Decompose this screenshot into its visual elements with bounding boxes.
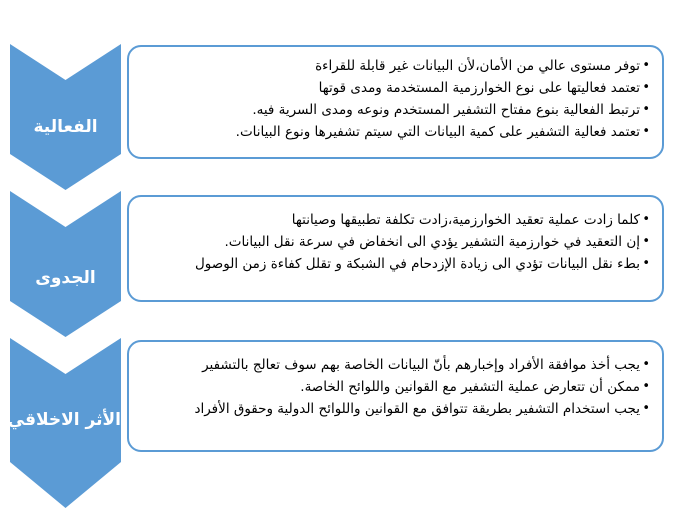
list-item-text: يجب أخذ موافقة الأفراد وإخبارهم بأنّ البيانات الخاصة بهم سوف تعالج بالتشفير (202, 357, 640, 373)
list-item-text: ممكن أن تتعارض عملية التشفير مع القوانين واللوائح الخاصة. (300, 379, 640, 395)
bullet-icon: • (642, 379, 650, 394)
list-item-text: إن التعقيد في خوارزمية التشفير يؤدي الى انخفاض في سرعة نقل البيانات. (224, 234, 640, 250)
list-item-text: تعتمد فعاليتها على نوع الخوارزمية المستخدمة ومدى قوتها (318, 80, 640, 96)
panel-ethical-impact (127, 340, 664, 452)
chevron-label-effectiveness: الفعالية (33, 117, 98, 137)
bullet-icon: • (642, 212, 650, 227)
list-item (145, 231, 650, 253)
list-item-text: بطء نقل البيانات تؤدي الى زيادة الإزدحام في الشبكة و تقلل كفاءة زمن الوصول (195, 256, 640, 272)
panel-feasibility (127, 195, 664, 302)
chevron-ethical-impact (7, 338, 121, 508)
list-item-text: ترتبط الفعالية بنوع مفتاح التشفير المستخدم ونوعه ومدى السرية فيه. (252, 102, 640, 118)
chevron-feasibility (10, 191, 121, 337)
list-item (145, 354, 650, 376)
bullet-list-effectiveness (145, 55, 650, 143)
list-item (145, 253, 650, 275)
list-item (145, 55, 650, 77)
chevron-shape (10, 191, 121, 337)
bullet-icon: • (642, 357, 650, 372)
bullet-icon: • (642, 401, 650, 416)
bullet-list-ethical-impact (145, 354, 650, 420)
list-item-text: كلما زادت عملية تعقيد الخوارزمية،زادت تكلفة تطبيقها وصيانتها (291, 212, 640, 228)
list-item (145, 77, 650, 99)
panel-effectiveness (127, 45, 664, 159)
bullet-icon: • (642, 58, 650, 73)
list-item-text: يجب استخدام التشفير بطريقة تتوافق مع القوانين واللوائح الدولية وحقوق الأفراد (194, 401, 640, 417)
list-item (145, 209, 650, 231)
chevron-label-ethical-impact: الأثر الاخلاقي (7, 410, 121, 430)
bullet-icon: • (642, 234, 650, 249)
bullet-icon: • (642, 124, 650, 139)
list-item (145, 398, 650, 420)
bullet-list-feasibility (145, 209, 650, 275)
bullet-icon: • (642, 80, 650, 95)
chevron-effectiveness (10, 44, 121, 190)
list-item (145, 99, 650, 121)
list-item (145, 121, 650, 143)
list-item (145, 376, 650, 398)
bullet-icon: • (642, 102, 650, 117)
chevron-label-feasibility: الجدوى (35, 268, 96, 288)
list-item-text: توفر مستوى عالي من الأمان،لأن البيانات غير قابلة للقراءة (315, 58, 640, 74)
list-item-text: تعتمد فعالية التشفير على كمية البيانات التي سيتم تشفيرها ونوع البيانات. (235, 124, 640, 140)
bullet-icon: • (642, 256, 650, 271)
